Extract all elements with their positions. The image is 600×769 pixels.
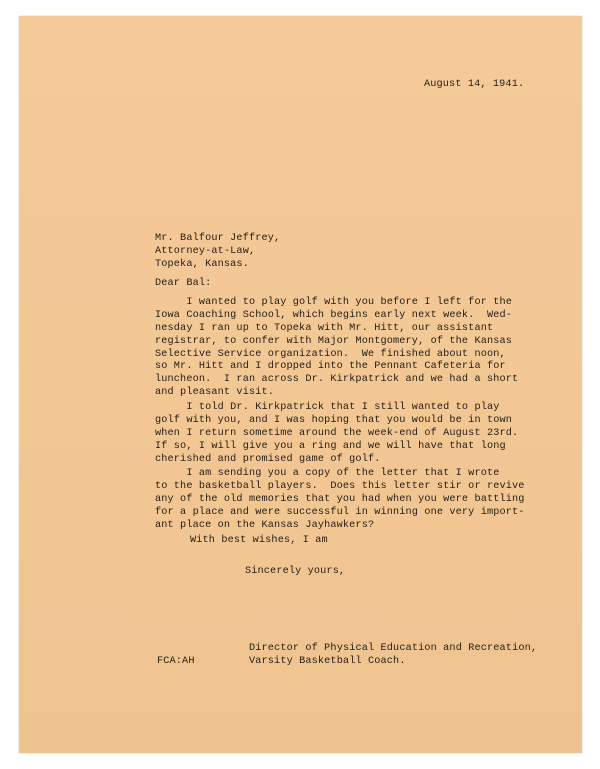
signature-line: Varsity Basketball Coach.: [249, 655, 406, 667]
body-line: to the basketball players. Does this letter stir or revive: [155, 480, 525, 492]
address-line: Topeka, Kansas.: [155, 258, 249, 270]
body-line: luncheon. I ran across Dr. Kirkpatrick and we had a short: [155, 374, 519, 386]
body-line: ant place on the Kansas Jayhawkers?: [155, 519, 375, 531]
signature-title: [249, 643, 537, 669]
recipient-address: [155, 233, 280, 272]
body-line: If so, I will give you a ring and we will have that long: [155, 440, 506, 452]
signature-line: Director of Physical Education and Recreation,: [249, 643, 538, 654]
salutation: Dear Bal:: [155, 278, 212, 289]
body-line: I told Dr. Kirkpatrick that I still wanted to play: [155, 402, 500, 413]
body-line: golf with you, and I was hoping that you would be in town: [155, 414, 513, 426]
body-line: any of the old memories that you had when you were battling: [155, 493, 525, 505]
body-line: I wanted to play golf with you before I left for the: [155, 297, 513, 308]
paragraph-1: [155, 297, 518, 400]
address-line: Mr. Balfour Jeffrey,: [155, 233, 281, 244]
body-line: I am sending you a copy of the letter that I wrote: [155, 468, 500, 479]
sign-off: Sincerely yours,: [245, 566, 346, 577]
paragraph-3: [155, 468, 525, 532]
closing-line: With best wishes, I am: [190, 535, 328, 546]
body-line: Iowa Coaching School, which begins early next week. Wed-: [155, 309, 513, 321]
paragraph-2: [155, 402, 518, 466]
body-line: so Mr. Hitt and I dropped into the Pennant Cafeteria for: [155, 361, 506, 373]
body-line: registrar, to confer with Major Montgomery, of the Kansas: [155, 335, 513, 347]
letter-date: August 14, 1941.: [424, 79, 525, 90]
typist-initials: FCA:AH: [157, 656, 195, 667]
body-line: when I return sometime around the week-end of August 23rd.: [155, 427, 519, 439]
address-line: Attorney-at-Law,: [155, 245, 256, 257]
body-line: nesday I ran up to Topeka with Mr. Hitt, our assistant: [155, 322, 494, 334]
body-line: Selective Service organization. We finished about noon,: [155, 348, 506, 360]
body-line: for a place and were successful in winning one very import-: [155, 506, 525, 518]
body-line: cherished and promised game of golf.: [155, 453, 381, 465]
body-line: and pleasant visit.: [155, 387, 275, 399]
